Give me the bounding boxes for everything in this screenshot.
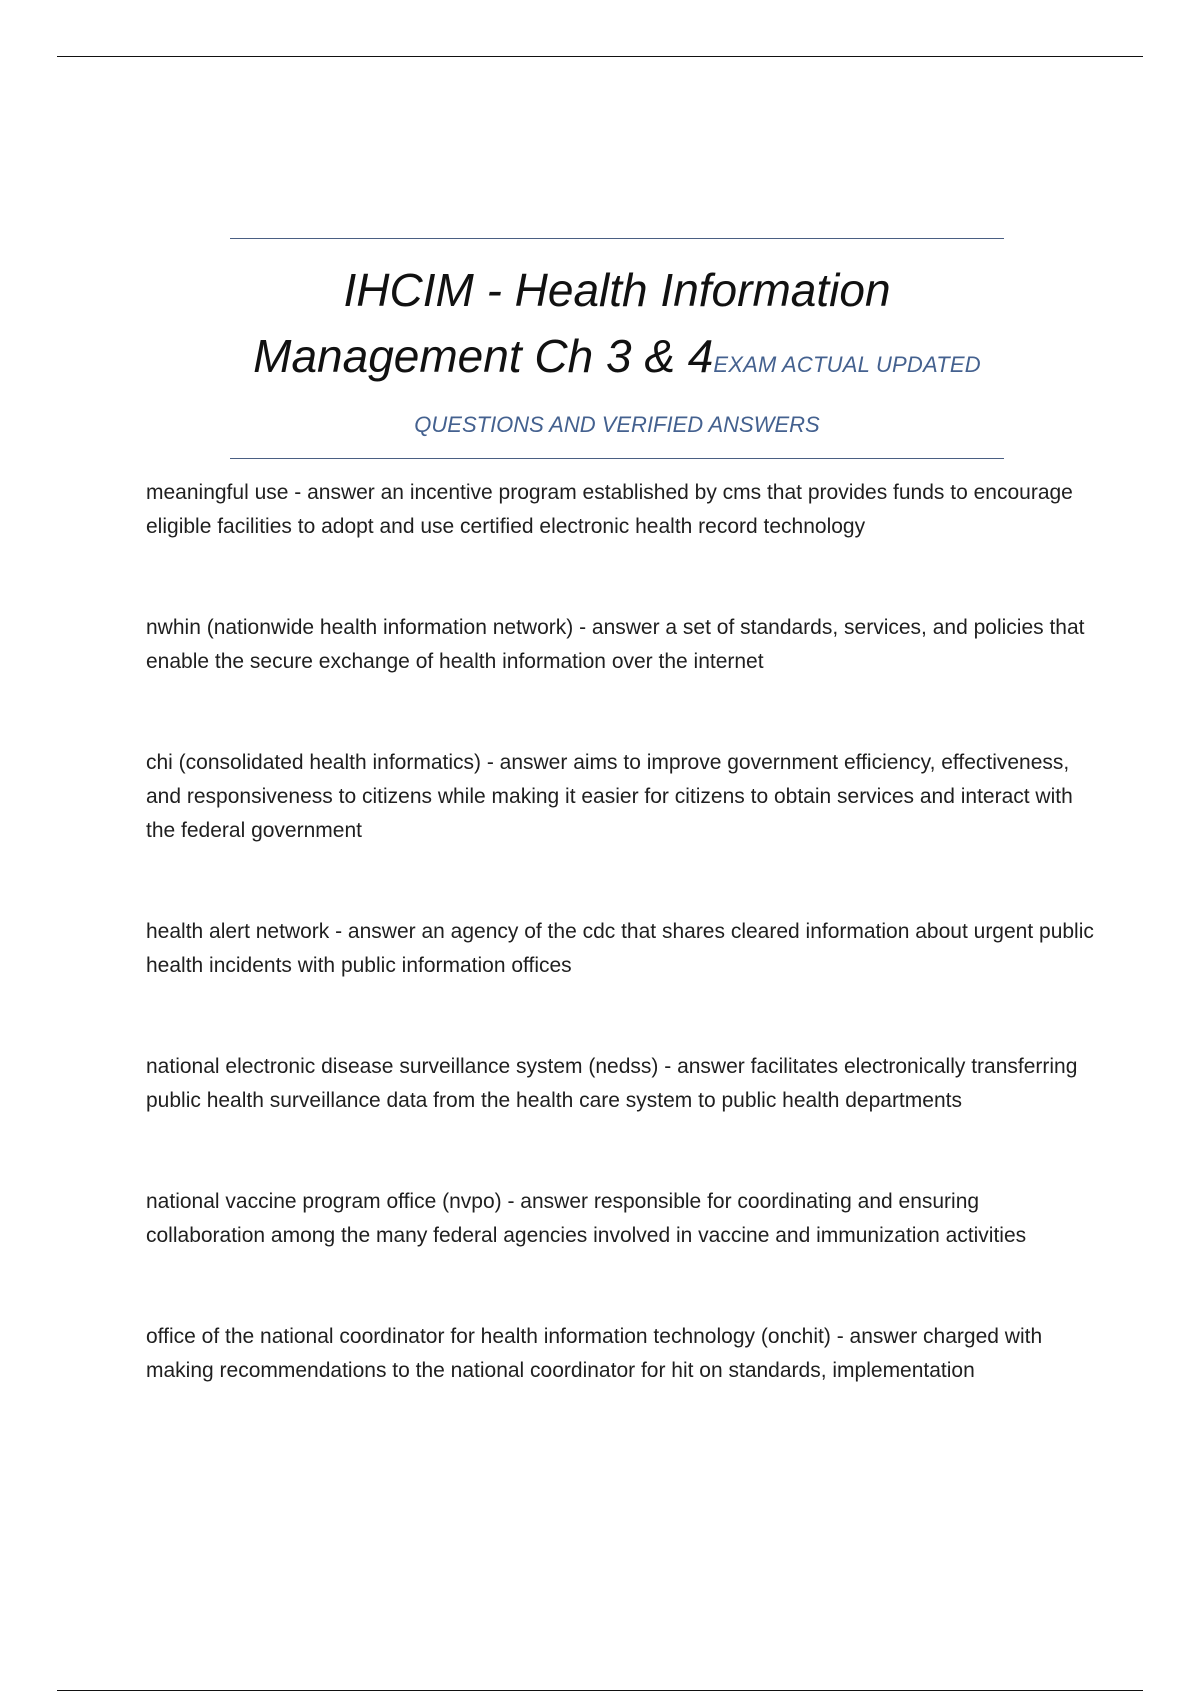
document-title [230,257,1004,398]
page-bottom-rule [57,1690,1143,1691]
title-top-rule [230,238,1004,239]
qa-entry-meaningful-use: meaningful use - answer an incentive program established by cms that provides funds to encourage eligible facilities to adopt and use certified electronic health record technology [146,481,1073,538]
qa-list [146,476,1096,1455]
qa-entry-chi: chi (consolidated health informatics) - answer aims to improve government efficiency, effectiveness, and responsiveness to citizens while making it easier for citizens to obtain services and interact with the federal government [146,751,1073,842]
document-title-main: IHCIM - Health Information Management Ch 3 & 4 [253,264,891,382]
title-bottom-rule [230,458,1004,459]
document-subtitle: QUESTIONS AND VERIFIED ANSWERS [414,412,820,437]
qa-entry-nvpo: national vaccine program office (nvpo) - answer responsible for coordinating and ensuring collaboration among the many federal agencies involved in vaccine and immunization activities [146,1190,1027,1247]
page-top-rule [57,56,1143,57]
qa-entry-onchit: office of the national coordinator for health information technology (onchit) - answer charged with making recommendations to the national coordinator for hit on standards, implementation [146,1325,1043,1382]
document-title-suffix: EXAM ACTUAL UPDATED [713,352,981,377]
qa-entry-health-alert-network: health alert network - answer an agency of the cdc that shares cleared information about urgent public health incidents with public information offices [146,920,1094,977]
qa-entry-nedss: national electronic disease surveillance system (nedss) - answer facilitates electronically transferring public health surveillance data from the health care system to public health departments [146,1055,1078,1112]
title-block [230,238,1004,459]
qa-entry-nwhin: nwhin (nationwide health information network) - answer a set of standards, services, and policies that enable the secure exchange of health information over the internet [146,616,1085,673]
